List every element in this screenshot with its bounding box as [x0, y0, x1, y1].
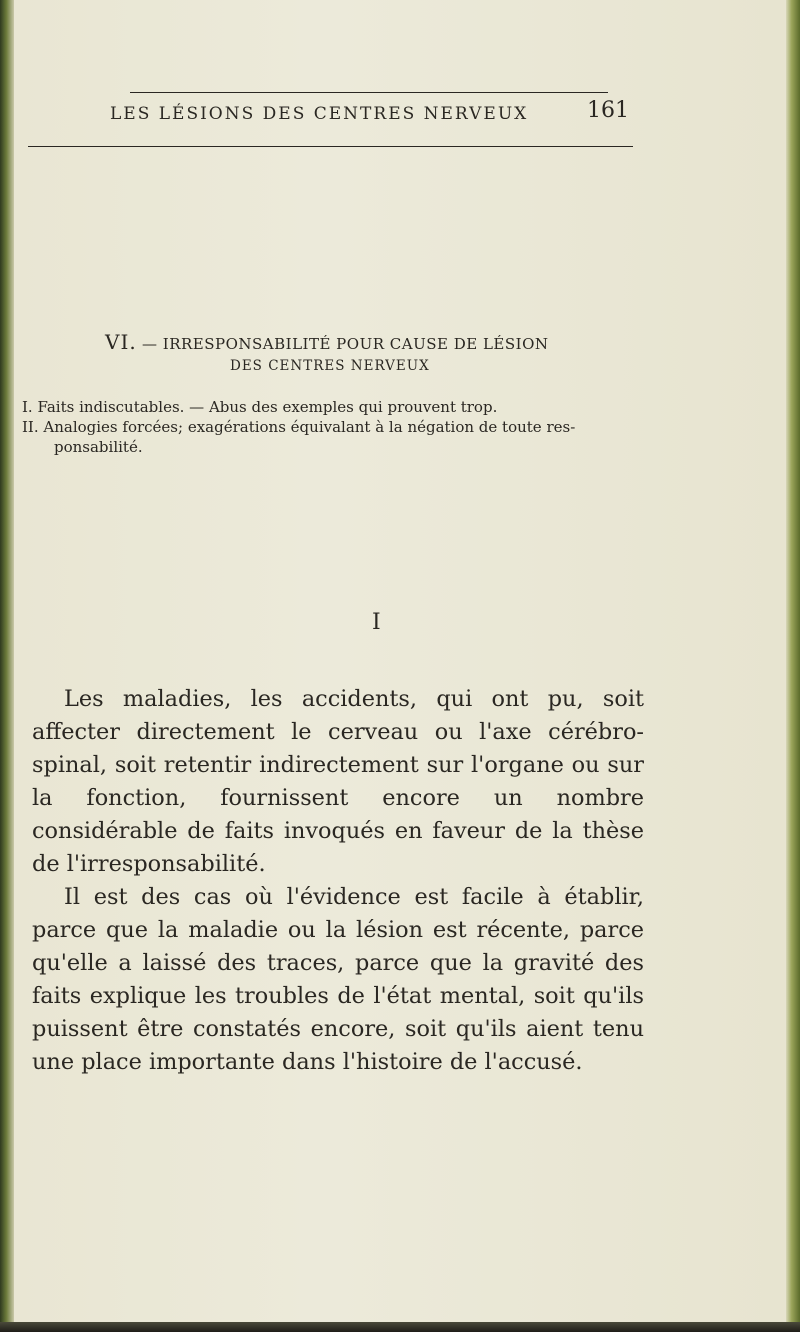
section-title — [105, 330, 645, 354]
section-title-line1: IRRESPONSABILITÉ POUR CAUSE DE LÉSION — [162, 335, 549, 353]
running-title: LES LÉSIONS DES CENTRES NERVEUX — [110, 104, 529, 124]
paragraph-2: Il est des cas où l'évidence est facile à établir, parce que la maladie ou la lésion est récente, parce qu'elle a laissé des traces, parce que la gravité des faits explique les troubles de l'état mental, soit qu'ils puissent être constatés encore, soit qu'ils aient tenu une place importante dans l'histoire de l'accusé. — [32, 884, 644, 1075]
page-left-edge — [0, 0, 14, 1332]
summary-item-2: II. Analogies forcées; exagérations équivalant à la négation de toute res- — [22, 418, 576, 436]
header-top-rule — [130, 92, 608, 93]
part-number: I — [372, 610, 381, 635]
page-number: 161 — [587, 98, 629, 123]
body-text — [32, 683, 644, 1079]
summary-item-2-continued: ponsabilité. — [54, 438, 143, 456]
page-bottom-edge — [0, 1322, 800, 1332]
section-dash: — — [141, 335, 158, 353]
summary-item-1: I. Faits indiscutables. — Abus des exemples qui prouvent trop. — [22, 398, 498, 416]
book-page — [14, 0, 786, 1322]
section-title-line2: DES CENTRES NERVEUX — [230, 358, 430, 374]
paragraph-1: Les maladies, les accidents, qui ont pu, soit affecter directement le cerveau ou l'axe cérébro-spinal, soit retentir indirectement sur l'organe ou sur la fonction, fournissent encore un nombre considérable de faits invoqués en faveur de la thèse de l'irresponsabilité. — [32, 686, 644, 877]
header-bottom-rule — [28, 146, 633, 147]
page-right-edge — [786, 0, 800, 1332]
section-summary — [22, 397, 622, 457]
section-number: VI. — [105, 330, 137, 354]
